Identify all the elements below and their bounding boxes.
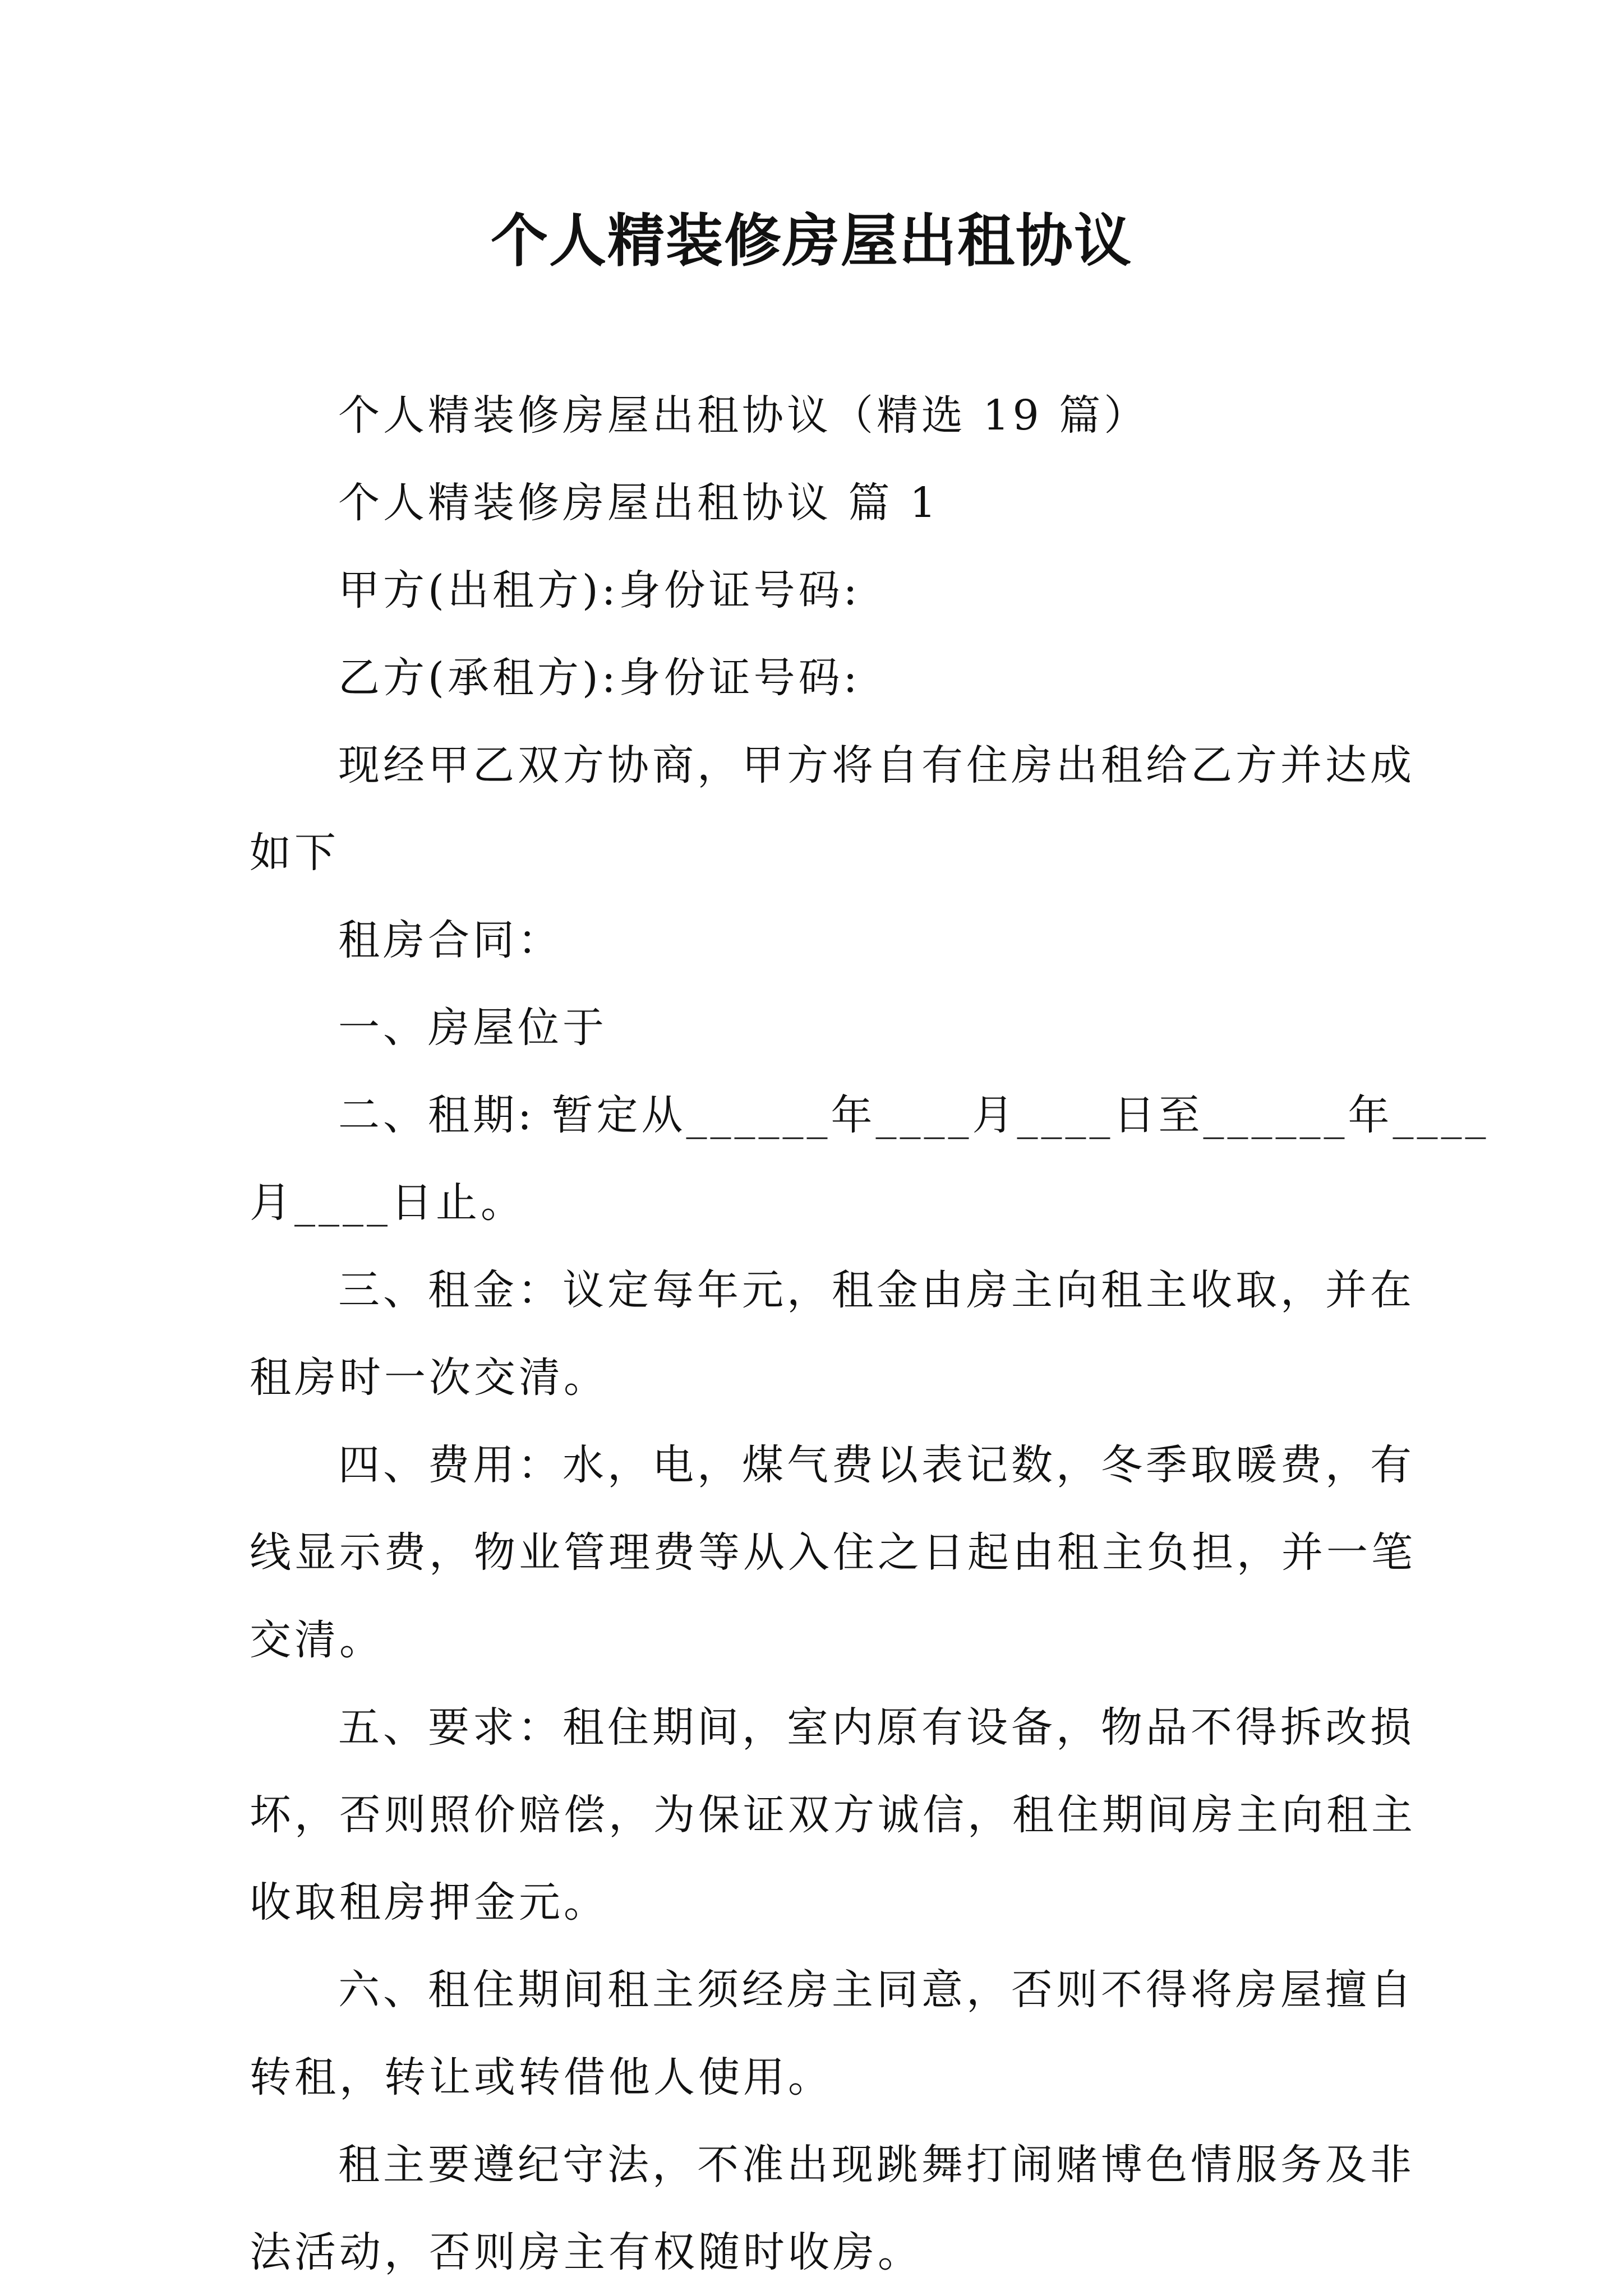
document-title: 个人精装修房屋出租协议	[491, 207, 1132, 275]
paragraph-line: 转租，转让或转借他人使用。	[250, 2053, 833, 2101]
paragraph-line: 交清。	[250, 1616, 384, 1664]
paragraph-line: 乙方(承租方):身份证号码:	[338, 654, 861, 702]
paragraph	[250, 897, 1382, 984]
paragraph-line: 个人精装修房屋出租协议（精选 19 篇）	[338, 391, 1149, 440]
paragraph-line: 三、租金：议定每年元，租金由房主向租主收取，并在	[338, 1266, 1415, 1314]
paragraph-line: 四、费用：水，电，煤气费以表记数，冬季取暖费，有	[338, 1441, 1415, 1489]
paragraph	[250, 1684, 1416, 1946]
paragraph-line: 租主要遵纪守法，不准出现跳舞打闹赌博色情服务及非	[338, 2141, 1415, 2189]
paragraph-line: 月____日止。	[250, 1179, 525, 1227]
document-body	[250, 372, 1490, 2296]
paragraph	[250, 634, 1382, 722]
paragraph-line: 个人精装修房屋出租协议 篇 1	[338, 479, 940, 527]
paragraph	[250, 2121, 1415, 2296]
paragraph-line: 六、租住期间租主须经房主同意，否则不得将房屋擅自	[338, 1966, 1415, 2014]
paragraph	[250, 547, 1382, 634]
paragraph-line: 如下	[250, 829, 339, 877]
paragraph	[250, 459, 1382, 547]
paragraph-line: 租房合同：	[338, 916, 562, 964]
paragraph	[250, 984, 1382, 1071]
paragraph-line: 收取租房押金元。	[250, 1878, 608, 1927]
paragraph	[250, 1246, 1415, 1421]
paragraph-line: 现经甲乙双方协商，甲方将自有住房出租给乙方并达成	[338, 741, 1415, 789]
paragraph	[250, 372, 1382, 459]
paragraph-line: 租房时一次交清。	[250, 1353, 608, 1402]
paragraph-line: 法活动，否则房主有权随时收房。	[250, 2228, 923, 2276]
paragraph	[250, 722, 1415, 897]
paragraph-line: 一、房屋位于	[338, 1004, 607, 1052]
paragraph-line: 甲方(出租方):身份证号码:	[338, 566, 861, 615]
paragraph-line: 二、租期: 暂定从______年____月____日至______年____	[338, 1091, 1490, 1139]
paragraph	[250, 1071, 1490, 1246]
paragraph-line: 线显示费，物业管理费等从入住之日起由租主负担，并一笔	[250, 1528, 1416, 1577]
paragraph-line: 五、要求：租住期间，室内原有设备，物品不得拆改损	[338, 1703, 1415, 1752]
paragraph	[250, 1421, 1416, 1684]
paragraph	[250, 1946, 1415, 2121]
paragraph-line: 坏，否则照价赔偿，为保证双方诚信，租住期间房主向租主	[250, 1791, 1416, 1839]
